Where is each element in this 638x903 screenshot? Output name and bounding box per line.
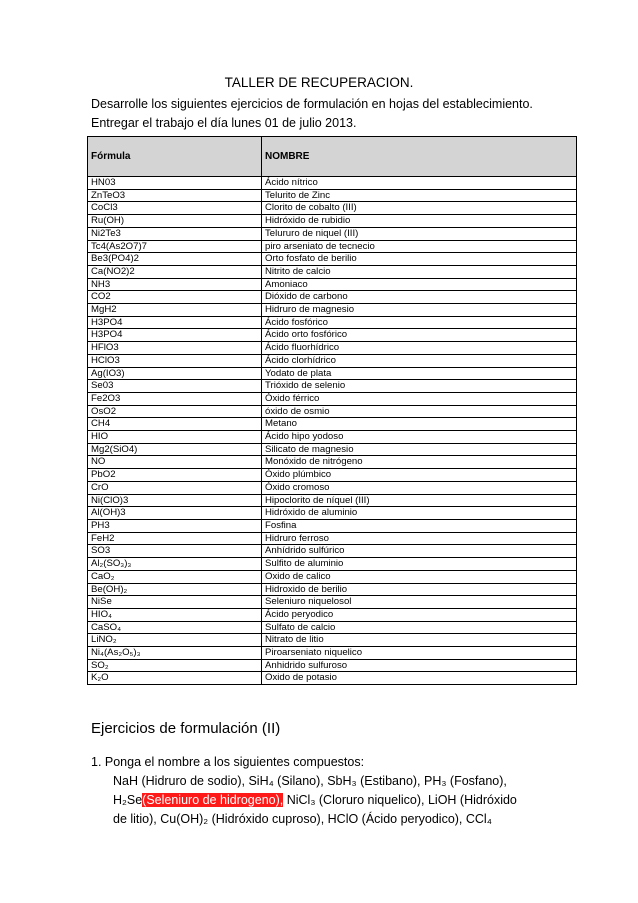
formula-cell: FeH2 <box>88 532 262 545</box>
table-row <box>88 494 577 507</box>
table-row <box>88 596 577 609</box>
intro-line: Desarrolle los siguientes ejercicios de formulación en hojas del establecimiento. <box>91 97 533 111</box>
name-cell: Nitrito de calcio <box>262 265 577 278</box>
name-cell: Óxido cromoso <box>262 481 577 494</box>
intro-line: Entregar el trabajo el día lunes 01 de julio 2013. <box>91 116 357 130</box>
table-row <box>88 532 577 545</box>
name-cell: Anhídrido sulfúrico <box>262 545 577 558</box>
table-body <box>88 177 577 685</box>
section-heading: Ejercicios de formulación (II) <box>91 720 281 737</box>
formula-cell: Fe2O3 <box>88 392 262 405</box>
formula-cell: SO₂ <box>88 659 262 672</box>
exercise-text: H₂Se <box>113 793 143 807</box>
name-cell: Clorito de cobalto (III) <box>262 202 577 215</box>
formula-cell: Ru(OH) <box>88 215 262 228</box>
table-row <box>88 392 577 405</box>
name-cell: Ácido nítrico <box>262 177 577 190</box>
table-row <box>88 177 577 190</box>
name-cell: Sulfato de calcio <box>262 621 577 634</box>
formula-cell: OsO2 <box>88 405 262 418</box>
name-cell: Amoniaco <box>262 278 577 291</box>
table-row <box>88 647 577 660</box>
doc-title: TALLER DE RECUPERACION. <box>224 75 414 90</box>
formula-cell: Ag(IO3) <box>88 367 262 380</box>
formula-cell: Tc4(As2O7)7 <box>88 240 262 253</box>
formula-cell: NH3 <box>88 278 262 291</box>
formula-cell: CH4 <box>88 418 262 431</box>
formula-cell: ZnTeO3 <box>88 189 262 202</box>
intro-text <box>91 95 533 133</box>
name-cell: Anhidrido sulfuroso <box>262 659 577 672</box>
highlighted-text: (Seleniuro de hidrogeno), <box>142 793 284 807</box>
formula-cell: Ni2Te3 <box>88 227 262 240</box>
table-row <box>88 215 577 228</box>
table-row <box>88 659 577 672</box>
table-row <box>88 202 577 215</box>
formula-cell: NiSe <box>88 596 262 609</box>
formula-cell: MgH2 <box>88 304 262 317</box>
name-cell: Hidruro ferroso <box>262 532 577 545</box>
formula-table <box>87 136 577 685</box>
exercise-block <box>91 753 621 829</box>
name-cell: Silicato de magnesio <box>262 443 577 456</box>
table-row <box>88 380 577 393</box>
formula-cell: PbO2 <box>88 469 262 482</box>
formula-cell: CO2 <box>88 291 262 304</box>
name-cell: Hidróxido de rubidio <box>262 215 577 228</box>
formula-cell: NO <box>88 456 262 469</box>
name-cell: Ácido fluorhídrico <box>262 342 577 355</box>
table-row <box>88 342 577 355</box>
table-row <box>88 354 577 367</box>
name-cell: Ácido peryodico <box>262 608 577 621</box>
name-cell: Yodato de plata <box>262 367 577 380</box>
table-row <box>88 431 577 444</box>
name-cell: óxido de osmio <box>262 405 577 418</box>
table-row <box>88 469 577 482</box>
name-cell: Ácido hipo yodoso <box>262 431 577 444</box>
table-row <box>88 443 577 456</box>
name-cell: Fosfina <box>262 519 577 532</box>
name-cell: Hidróxido de aluminio <box>262 507 577 520</box>
name-cell: Hipoclorito de níquel (III) <box>262 494 577 507</box>
name-cell: Monóxido de nitrógeno <box>262 456 577 469</box>
table-row <box>88 672 577 685</box>
table-row <box>88 558 577 571</box>
name-cell: Dióxido de carbono <box>262 291 577 304</box>
exercise-line <box>91 791 621 810</box>
header-formula: Fórmula <box>88 137 262 177</box>
formula-cell: Ni(ClO)3 <box>88 494 262 507</box>
formula-cell: Be3(PO4)2 <box>88 253 262 266</box>
table-row <box>88 278 577 291</box>
table-row <box>88 253 577 266</box>
table-row <box>88 634 577 647</box>
formula-cell: H3PO4 <box>88 329 262 342</box>
exercise-text: NiCl₃ (Cloruro niquelico), LiOH (Hidróxido <box>283 793 517 807</box>
name-cell: Hidroxido de berilio <box>262 583 577 596</box>
name-cell: Óxido férrico <box>262 392 577 405</box>
name-cell: Trióxido de selenio <box>262 380 577 393</box>
exercise-line: de litio), Cu(OH)₂ (Hidróxido cuproso), HClO (Ácido peryodico), CCl₄ <box>113 812 492 826</box>
formula-cell: Al₂(SO₃)₃ <box>88 558 262 571</box>
formula-cell: H3PO4 <box>88 316 262 329</box>
formula-cell: HN03 <box>88 177 262 190</box>
name-cell: Oxido de calico <box>262 570 577 583</box>
table-row <box>88 456 577 469</box>
formula-cell: CrO <box>88 481 262 494</box>
name-cell: Metano <box>262 418 577 431</box>
table-row <box>88 316 577 329</box>
table-row <box>88 304 577 317</box>
formula-cell: PH3 <box>88 519 262 532</box>
name-cell: Ácido orto fosfórico <box>262 329 577 342</box>
header-name: NOMBRE <box>262 137 577 177</box>
formula-cell: SO3 <box>88 545 262 558</box>
name-cell: Nitrato de litio <box>262 634 577 647</box>
name-cell: Orto fosfato de berilio <box>262 253 577 266</box>
table-row <box>88 583 577 596</box>
name-cell: Hidruro de magnesio <box>262 304 577 317</box>
table-row <box>88 240 577 253</box>
formula-cell: HIO <box>88 431 262 444</box>
table-row <box>88 545 577 558</box>
formula-cell: Se03 <box>88 380 262 393</box>
table-row <box>88 507 577 520</box>
table-row <box>88 418 577 431</box>
name-cell: Oxido de potasio <box>262 672 577 685</box>
name-cell: Telurito de Zinc <box>262 189 577 202</box>
table-row <box>88 329 577 342</box>
name-cell: Seleniuro niquelosol <box>262 596 577 609</box>
table-row <box>88 367 577 380</box>
table-row <box>88 265 577 278</box>
table-row <box>88 291 577 304</box>
table-row <box>88 405 577 418</box>
formula-cell: Be(OH)₂ <box>88 583 262 596</box>
name-cell: Ácido fosfórico <box>262 316 577 329</box>
table-row <box>88 570 577 583</box>
exercise-item: 1. Ponga el nombre a los siguientes compuestos: <box>91 755 365 769</box>
formula-cell: Ca(NO2)2 <box>88 265 262 278</box>
exercise-line: NaH (Hidruro de sodio), SiH₄ (Silano), SbH₃ (Estibano), PH₃ (Fosfano), <box>113 774 507 788</box>
table-header-row <box>88 137 577 177</box>
formula-cell: K₂O <box>88 672 262 685</box>
name-cell: Telururo de niquel (III) <box>262 227 577 240</box>
name-cell: piro arseniato de tecnecio <box>262 240 577 253</box>
table-row <box>88 608 577 621</box>
name-cell: Piroarseniato niquelico <box>262 647 577 660</box>
formula-cell: Al(OH)3 <box>88 507 262 520</box>
formula-cell: HIO₄ <box>88 608 262 621</box>
table-row <box>88 621 577 634</box>
table-row <box>88 189 577 202</box>
formula-cell: HFlO3 <box>88 342 262 355</box>
table-row <box>88 227 577 240</box>
formula-cell: HClO3 <box>88 354 262 367</box>
table-row <box>88 519 577 532</box>
formula-cell: Ni₄(As₂O₅)₃ <box>88 647 262 660</box>
formula-cell: Mg2(SiO4) <box>88 443 262 456</box>
name-cell: Óxido plúmbico <box>262 469 577 482</box>
name-cell: Ácido clorhídrico <box>262 354 577 367</box>
table-row <box>88 481 577 494</box>
formula-cell: CoCl3 <box>88 202 262 215</box>
formula-cell: CaO₂ <box>88 570 262 583</box>
formula-cell: CaSO₄ <box>88 621 262 634</box>
formula-cell: LiNO₂ <box>88 634 262 647</box>
name-cell: Sulfito de aluminio <box>262 558 577 571</box>
